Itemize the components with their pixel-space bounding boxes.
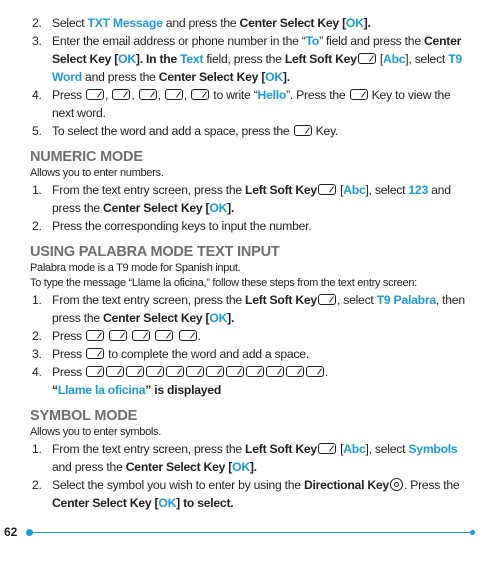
keypad-key-icon xyxy=(191,89,209,100)
symbol-mode-heading: SYMBOL MODE xyxy=(30,408,138,424)
keypad-key-icon xyxy=(179,330,197,341)
page-footer xyxy=(0,522,480,547)
numeric-mode-heading: NUMERIC MODE xyxy=(30,149,143,165)
palabra-step-3: 3. Press to complete the word and add a space. xyxy=(32,347,309,361)
footer-right-dot xyxy=(470,530,475,535)
numeric-step-1: 1. From the text entry screen, press the Left Soft Key [Abc], select 123 and press the Center Select Key [OK]. xyxy=(32,183,451,215)
step-number: 1. xyxy=(32,183,42,197)
keypad-key-icon xyxy=(166,366,184,377)
left-soft-key-icon xyxy=(318,443,336,454)
step-number: 1. xyxy=(32,293,42,307)
step-number: 2. xyxy=(32,478,42,492)
keypad-key-icon xyxy=(139,89,157,100)
step-write-hello: 4. Press , , , , to write “Hello”. Press the Key to view the next word. xyxy=(32,88,451,120)
keypad-key-icon xyxy=(86,366,104,377)
symbol-step-2: 2. Select the symbol you wish to enter by using the Directional Key . Press the Center Select Key [OK] to select. xyxy=(32,478,460,510)
palabra-step-4: 4. Press . “Llame la oficina” is displayed xyxy=(32,365,329,397)
keypad-key-icon xyxy=(226,366,244,377)
palabra-mode-heading: USING PALABRA MODE TEXT INPUT xyxy=(30,244,280,260)
palabra-step-2: 2. Press . xyxy=(32,329,201,343)
keypad-key-icon xyxy=(206,366,224,377)
step-number: 2. xyxy=(32,329,42,343)
symbol-step-1: 1. From the text entry screen, press the Left Soft Key [Abc], select Symbols and press the Center Select Key [OK]. xyxy=(32,442,458,474)
keypad-key-icon xyxy=(132,330,150,341)
keypad-key-icon xyxy=(112,89,130,100)
step-number: 2. xyxy=(32,16,42,30)
keypad-key-icon xyxy=(86,330,104,341)
step-number: 3. xyxy=(32,34,42,48)
keypad-key-icon xyxy=(186,366,204,377)
step-number: 3. xyxy=(32,347,42,361)
numeric-mode-description: Allows you to enter numbers. xyxy=(30,167,164,179)
keypad-key-icon xyxy=(350,89,368,100)
keypad-key-icon xyxy=(86,348,104,359)
step-number: 4. xyxy=(32,88,42,102)
keypad-key-icon xyxy=(306,366,324,377)
left-soft-key-icon xyxy=(318,294,336,305)
footer-rule xyxy=(28,532,474,533)
step-number: 4. xyxy=(32,365,42,379)
manual-page xyxy=(30,14,470,512)
directional-key-icon xyxy=(390,478,403,491)
step-select-txt-message: 2. Select TXT Message and press the Center Select Key [OK]. xyxy=(32,16,371,30)
numeric-step-2: 2. Press the corresponding keys to input the number. xyxy=(32,219,312,233)
keypad-key-icon xyxy=(286,366,304,377)
step-number: 5. xyxy=(32,124,42,138)
keypad-key-icon xyxy=(86,89,104,100)
keypad-key-icon xyxy=(266,366,284,377)
step-select-word: 5. To select the word and add a space, press the Key. xyxy=(32,124,339,138)
left-soft-key-icon xyxy=(318,184,336,195)
step-enter-address: 3. Enter the email address or phone number in the “To” field and press the Center Select Key [OK]. In the Text field, press the Left Soft Key [Abc], select T9 Word and press the Center Select Key [OK]. xyxy=(32,34,462,84)
keypad-key-icon xyxy=(146,366,164,377)
symbol-mode-description: Allows you to enter symbols. xyxy=(30,426,161,438)
step-number: 1. xyxy=(32,442,42,456)
palabra-step-1: 1. From the text entry screen, press the Left Soft Key , select T9 Palabra, then press the Center Select Key [OK]. xyxy=(32,293,465,325)
keypad-key-icon xyxy=(106,366,124,377)
keypad-key-icon xyxy=(126,366,144,377)
palabra-mode-description: Palabra mode is a T9 mode for Spanish input. xyxy=(30,262,241,274)
step-number: 2. xyxy=(32,219,42,233)
keypad-key-icon xyxy=(155,330,173,341)
keypad-key-icon xyxy=(246,366,264,377)
keypad-key-icon xyxy=(294,125,312,136)
keypad-key-icon xyxy=(165,89,183,100)
keypad-key-icon xyxy=(109,330,127,341)
left-soft-key-icon xyxy=(358,53,376,64)
page-number: 62 xyxy=(4,525,18,539)
palabra-mode-instructions: To type the message “Llame la oficina,” follow these steps from the text entry screen: xyxy=(30,277,417,289)
